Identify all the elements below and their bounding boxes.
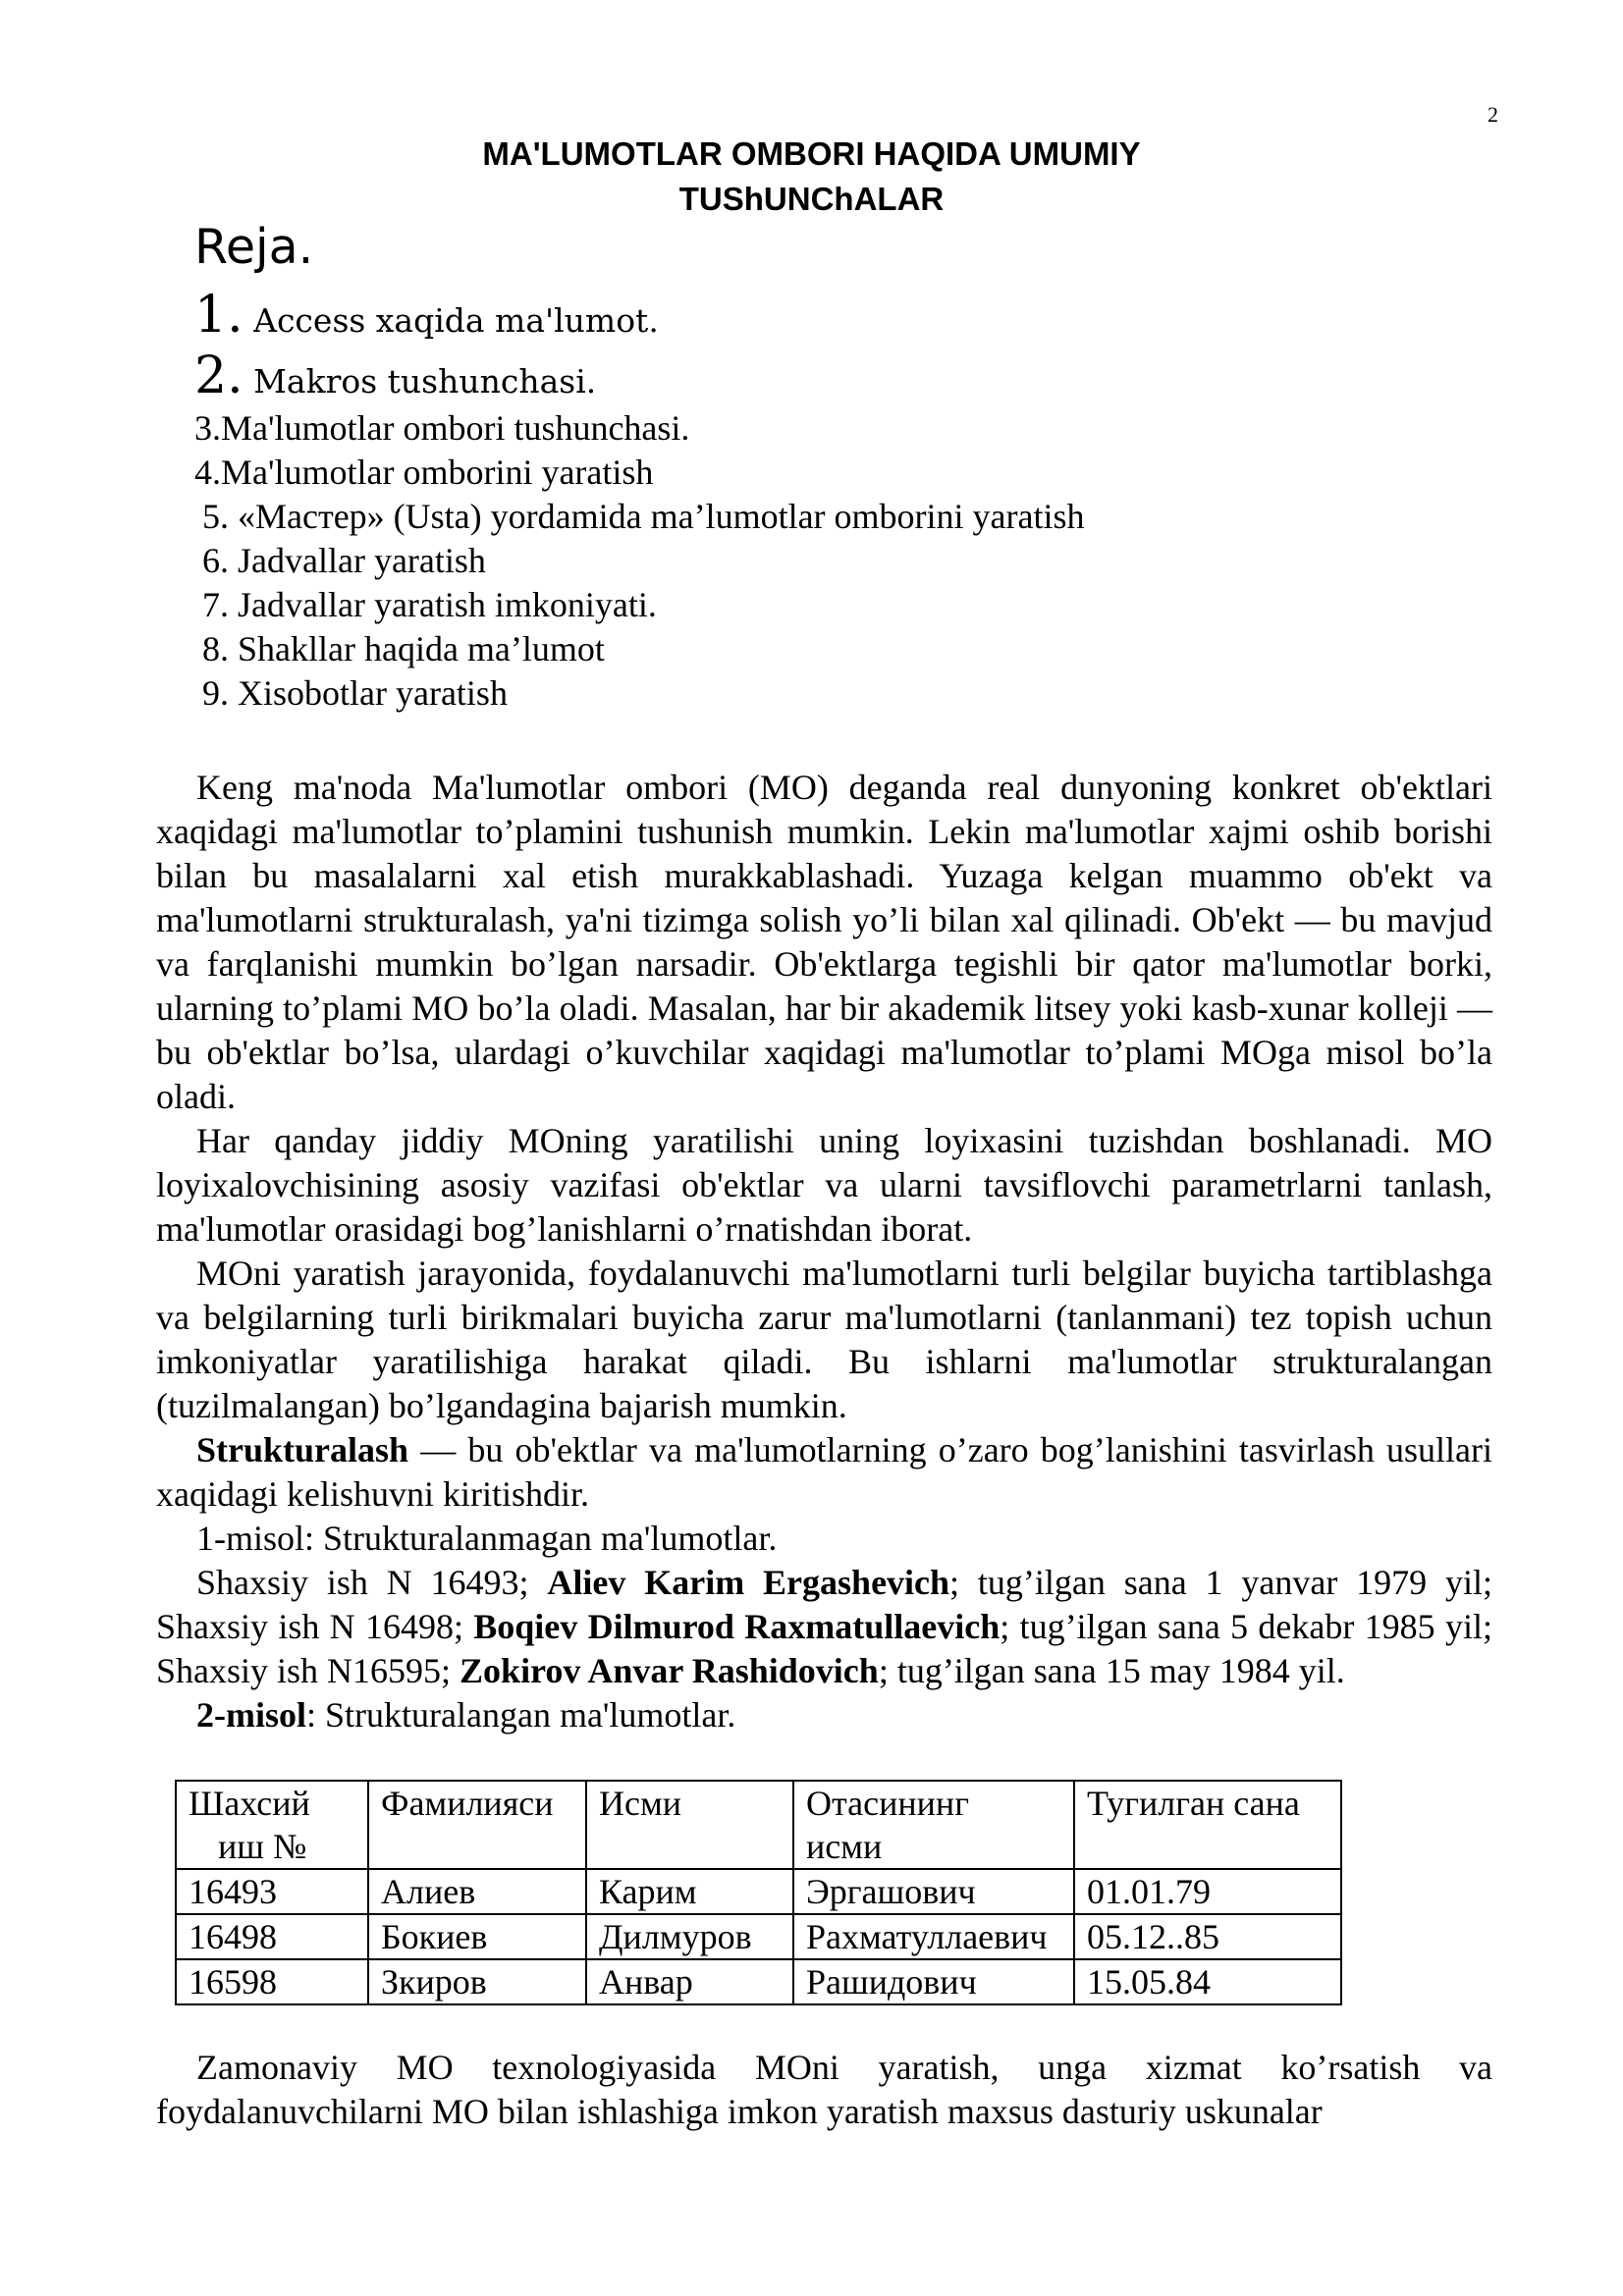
closing-text bbox=[156, 2046, 1492, 2134]
page-title bbox=[0, 132, 1623, 222]
table-header-cell: Шахсий иш № bbox=[176, 1781, 368, 1869]
plan-item: 9. Xisobotlar yaratish bbox=[202, 673, 508, 713]
paragraph: Keng ma'noda Ma'lumotlar ombori (MO) deganda real dunyoning konkret ob'ektlari xaqidagi ma'lumotlar to’plamini tushunish mumkin. Lekin ma'lumotlar xajmi oshib borishi bilan bu masalalarni xal etish murakkablashadi. Yuzaga kelgan muammo ob'ekt va ma'lumotlarni strukturalash, ya'ni tizimga solish yo’li bilan xal qilinadi. Ob'ekt — bu mavjud va farqlanishi mumkin bo’lgan narsadir. Ob'ektlarga tegishli bir qator ma'lumotlar borki, ularning to’plami MO bo’la oladi. Masalan, har bir akademik litsey yoki kasb-xunar kolleji — bu ob'ektlar bo’lsa, ulardagi o’kuvchilar xaqidagi ma'lumotlar to’plami MOga misol bo’la oladi. bbox=[156, 768, 1492, 1116]
paragraph: MOni yaratish jarayonida, foydalanuvchi ma'lumotlarni turli belgilar buyicha tartiblashga va belgilarning turli birikmalari buyicha zarur ma'lumotlarni (tanlanmani) tez topish uchun imkoniyatlar yaratilishiga harakat qiladi. Bu ishlarni ma'lumotlar strukturalangan (tuzilmalangan) bo’lgandagina bajarish mumkin. bbox=[156, 1254, 1492, 1425]
table-header-cell: Исми bbox=[586, 1781, 793, 1869]
plan-item: 3.Ma'lumotlar ombori tushunchasi. bbox=[194, 408, 690, 448]
table-cell: Карим bbox=[586, 1869, 793, 1914]
body-text bbox=[156, 766, 1492, 1737]
table-row bbox=[176, 1914, 1341, 1959]
paragraph: Har qanday jiddiy MOning yaratilishi uning loyixasini tuzishdan boshlanadi. MO loyixalovchisining asosiy vazifasi ob'ektlar va ularni tavsiflovchi parametrlarni tanlash, ma'lumotlar orasidagi bog’lanishlarni o’rnatishdan iborat. bbox=[156, 1121, 1492, 1249]
table-cell: 16493 bbox=[176, 1869, 368, 1914]
structured-data-table bbox=[175, 1780, 1342, 2005]
paragraph: Shaxsiy ish N 16493; Aliev Karim Ergashevich; tug’ilgan sana 1 yanvar 1979 yil; Shaxsiy ish N 16498; Boqiev Dilmurod Raxmatullaevich; tug’ilgan sana 5 dekabr 1985 yil; Shaxsiy ish N16595; Zokirov Anvar Rashidovich; tug’ilgan sana 15 may 1984 yil. bbox=[156, 1563, 1492, 1690]
table-cell: 15.05.84 bbox=[1074, 1959, 1341, 2004]
table-cell: Анвар bbox=[586, 1959, 793, 2004]
table-cell: Алиев bbox=[368, 1869, 586, 1914]
paragraph: 2-misol: Strukturalangan ma'lumotlar. bbox=[196, 1695, 736, 1735]
paragraph: Strukturalash — bu ob'ektlar va ma'lumotlarning o’zaro bog’lanishini tasvirlash usullari xaqidagi kelishuvni kiritishdir. bbox=[156, 1430, 1492, 1514]
plan-heading: Reja. bbox=[194, 219, 314, 275]
table-row bbox=[176, 1959, 1341, 2004]
plan-item: 6. Jadvallar yaratish bbox=[202, 541, 486, 580]
table-header-cell: Отасининг исми bbox=[793, 1781, 1074, 1869]
table-header-cell: Тугилган сана bbox=[1074, 1781, 1341, 1869]
table-cell: 01.01.79 bbox=[1074, 1869, 1341, 1914]
table-cell: Бокиев bbox=[368, 1914, 586, 1959]
table-cell: Эргашович bbox=[793, 1869, 1074, 1914]
table-header-cell: Фамилияси bbox=[368, 1781, 586, 1869]
plan-item: 1. Access xaqida ma'lumot. bbox=[194, 286, 659, 345]
table-cell: Рахматуллаевич bbox=[793, 1914, 1074, 1959]
table-cell: Рашидович bbox=[793, 1959, 1074, 2004]
paragraph: 1-misol: Strukturalanmagan ma'lumotlar. bbox=[196, 1519, 778, 1558]
plan-item: 5. «Мастер» (Usta) yordamida ma’lumotlar omborini yaratish bbox=[202, 497, 1085, 536]
plan-item: 4.Ma'lumotlar omborini yaratish bbox=[194, 453, 654, 492]
plan-list bbox=[194, 285, 1085, 716]
title-line-2: TUShUNChALAR bbox=[678, 181, 945, 217]
plan-item: 7. Jadvallar yaratish imkoniyati. bbox=[202, 585, 657, 624]
page-number: 2 bbox=[1488, 102, 1498, 127]
paragraph: Zamonaviy MO texnologiyasida MOni yaratish, unga xizmat ko’rsatish va foydalanuvchilarni MO bilan ishlashiga imkon yaratish maxsus dasturiy uskunalar bbox=[156, 2048, 1492, 2131]
table-cell: 16498 bbox=[176, 1914, 368, 1959]
plan-item: 8. Shakllar haqida ma’lumot bbox=[202, 629, 605, 668]
table-cell: Зкиров bbox=[368, 1959, 586, 2004]
table-cell: 05.12..85 bbox=[1074, 1914, 1341, 1959]
table-cell: 16598 bbox=[176, 1959, 368, 2004]
table-cell: Дилмуров bbox=[586, 1914, 793, 1959]
table-row bbox=[176, 1869, 1341, 1914]
title-line-1: MA'LUMOTLAR OMBORI HAQIDA UMUMIY bbox=[482, 135, 1141, 172]
table-header-row bbox=[176, 1781, 1341, 1869]
plan-item: 2. Makros tushunchasi. bbox=[194, 347, 597, 405]
